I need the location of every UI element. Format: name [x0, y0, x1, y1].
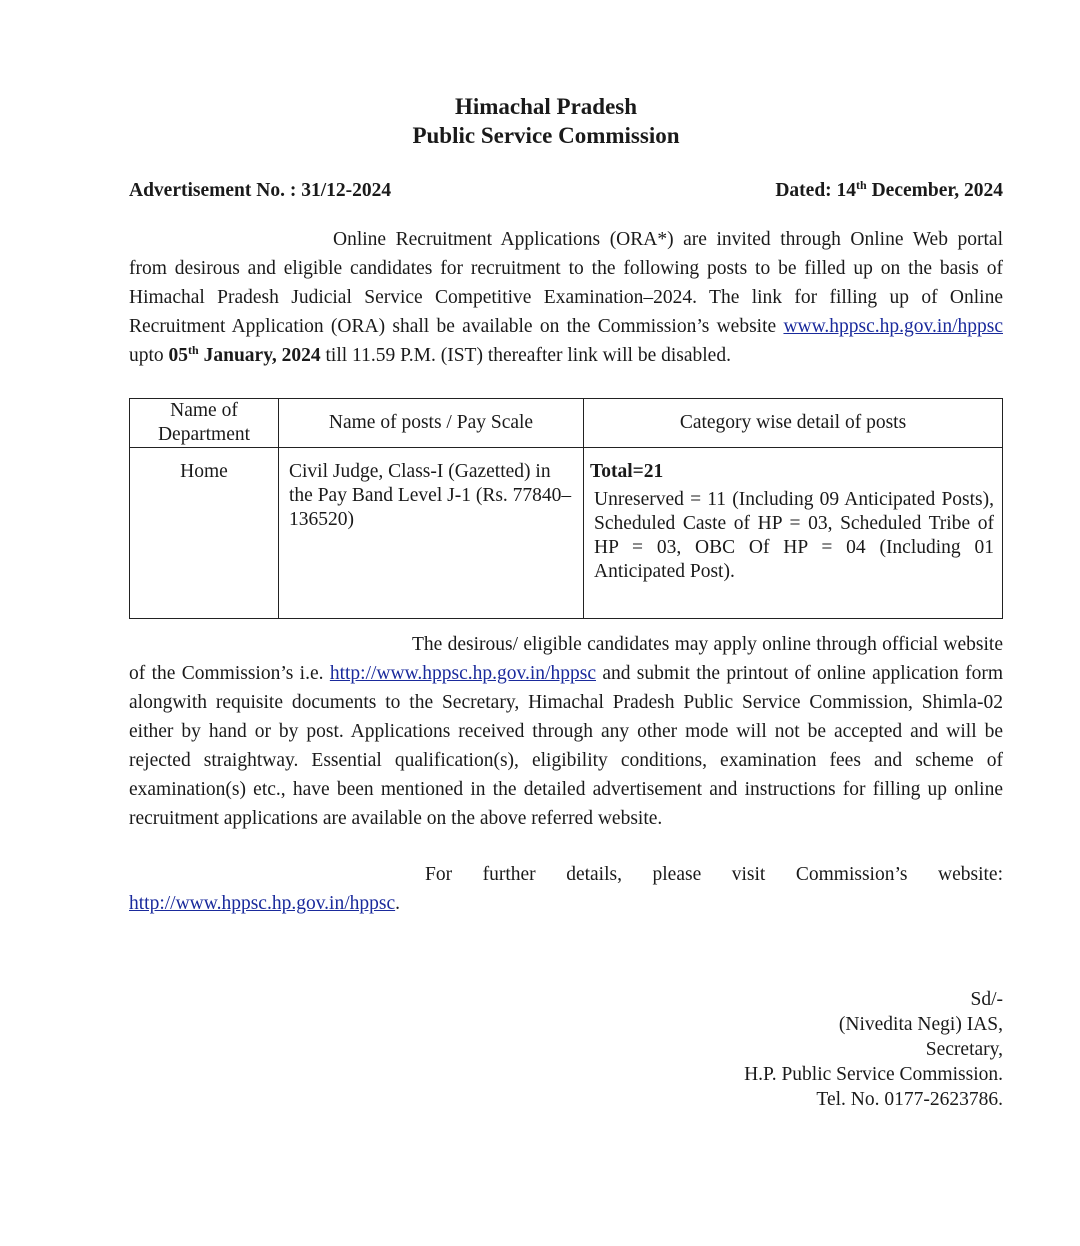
further-end: . — [395, 893, 401, 914]
total-posts: Total=21 — [590, 461, 664, 482]
header-line-1: Himachal Pradesh — [454, 94, 638, 119]
signature-designation: Secretary, — [925, 1039, 1003, 1060]
further-details-paragraph — [129, 860, 1003, 918]
signature-tel: Tel. No. 0177-2623786. — [816, 1089, 1003, 1110]
website-link[interactable]: www.hppsc.hp.gov.in/hppsc — [783, 316, 1003, 337]
apply-text-a: The desirous/ eligible candidates may apply online through official website of the Commission’s i.e. — [129, 634, 1003, 684]
intro-text-a: Online Recruitment Applications (ORA*) are invited through Online Web portal from desirous and eligible candidates for recruitment to the following posts to be filled up on the basis of Himachal Pradesh Judicial Service Competitive Examination–2024. The link for filling up of Online Recruitment Application (ORA) shall be available on the Commission’s website — [129, 229, 1003, 337]
signature-sd: Sd/- — [970, 989, 1003, 1010]
advertisement-date — [775, 178, 1003, 204]
cell-post: Civil Judge, Class-I (Gazetted) in the Pay Band Level J-1 (Rs. 77840–136520) — [279, 448, 584, 619]
further-website-link[interactable]: http://www.hppsc.hp.gov.in/hppsc — [129, 893, 396, 914]
header-category: Category wise detail of posts — [584, 399, 1003, 448]
apply-paragraph — [129, 630, 1003, 833]
posts-table — [129, 398, 1003, 619]
deadline-day: 05 — [168, 345, 189, 366]
apply-website-link[interactable]: http://www.hppsc.hp.gov.in/hppsc — [329, 663, 596, 684]
signature-name: (Nivedita Negi) IAS, — [838, 1014, 1003, 1035]
table-row — [130, 448, 1003, 619]
advertisement-number: Advertisement No. : 31/12-2024 — [129, 180, 392, 201]
deadline-rest: January, 2024 — [198, 345, 321, 366]
cell-category — [584, 448, 1003, 619]
header-line-2: Public Service Commission — [412, 123, 680, 148]
header-post: Name of posts / Pay Scale — [279, 399, 584, 448]
cell-department: Home — [130, 448, 279, 619]
apply-text-b: and submit the printout of online application form alongwith requisite documents to the Secretary, Himachal Pradesh Public Service Commission, Shimla-02 either by hand or by post. Applications received through any other mode will not be accepted and will be rejected straightway. Essential qualification(s), eligibility conditions, examination fees and scheme of examination(s) etc., have been mentioned in the detailed advertisement and instructions for filling up online recruitment applications are available on the above referred website. — [129, 663, 1004, 829]
deadline-sup: th — [188, 342, 199, 357]
header-department: Name of Department — [130, 399, 279, 448]
intro-text-c: till 11.59 P.M. (IST) thereafter link will be disabled. — [320, 345, 731, 366]
further-text: For further details, please visit Commission’s website: — [425, 864, 1003, 885]
signature-office: H.P. Public Service Commission. — [744, 1064, 1003, 1085]
advertisement-line — [129, 178, 1003, 204]
date-suffix: December, 2024 — [866, 180, 1003, 201]
intro-paragraph — [129, 225, 1003, 370]
signature-block — [744, 987, 1003, 1112]
date-sup: th — [856, 177, 867, 192]
deadline-date — [168, 342, 321, 366]
table-header-row — [130, 399, 1003, 448]
date-prefix: Dated: 14 — [775, 180, 857, 201]
intro-text-b: upto — [129, 345, 169, 366]
category-detail: Unreserved = 11 (Including 09 Anticipated Posts), Scheduled Caste of HP = 03, Scheduled Tribe of HP = 03, OBC Of HP = 04 (Including 01 Anticipated Post). — [594, 489, 994, 582]
